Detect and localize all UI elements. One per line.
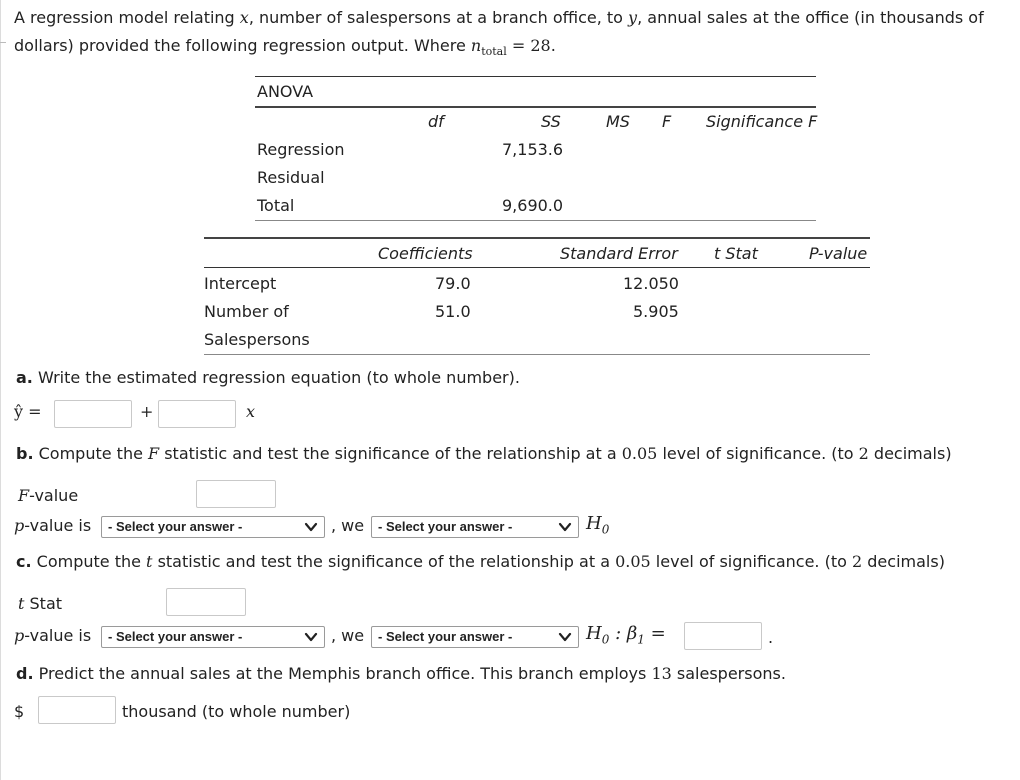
x-variable: x — [239, 8, 249, 27]
t-stat-text: Stat — [24, 594, 63, 613]
p-value-text: -value is — [24, 626, 92, 645]
chevron-down-icon — [558, 630, 572, 644]
h0-subscript: 0 — [601, 522, 610, 537]
intro-line-2 — [14, 36, 556, 58]
intro-text: , number of salespersons at a branch office, to — [248, 8, 629, 27]
chevron-down-icon — [558, 520, 572, 534]
h0-subscript: 0 — [601, 632, 610, 647]
decision-select[interactable] — [371, 516, 579, 538]
anova-bottom-rule — [255, 220, 816, 221]
coef-bottom-rule — [204, 354, 870, 355]
chevron-down-icon — [304, 520, 318, 534]
anova-row-label: Residual — [257, 168, 325, 187]
anova-header-sigf: Significance F — [706, 112, 818, 131]
part-c-text: level of significance. (to — [650, 552, 852, 571]
part-c-text: Compute the — [31, 552, 147, 571]
anova-row-ss: 7,153.6 — [502, 140, 564, 159]
h0-beta-label — [586, 623, 666, 647]
alpha-value: 0.05 — [621, 444, 658, 463]
trailing-period: . — [768, 628, 774, 647]
slope-input[interactable] — [158, 400, 236, 428]
part-c-letter: c. — [16, 552, 32, 571]
anova-top-rule — [255, 76, 816, 77]
p-value-label — [14, 516, 91, 535]
t-stat-label — [18, 594, 62, 613]
p-value-select[interactable] — [101, 516, 325, 538]
f-value-text: -value — [29, 486, 79, 505]
part-a-text: Write the estimated regression equation (to whole number). — [32, 368, 520, 387]
coef-row-label: Number of — [204, 302, 289, 321]
anova-header-df: df — [428, 112, 444, 131]
left-marker — [0, 42, 6, 43]
part-d-question — [16, 664, 786, 683]
part-b-text: decimals) — [868, 444, 952, 463]
decimals-value: 2 — [858, 444, 869, 463]
we-text: , we — [331, 516, 365, 535]
anova-header-ms: MS — [606, 112, 630, 131]
n-value: = 28. — [506, 36, 556, 55]
part-c-text: statistic and test the significance of the relationship at a — [152, 552, 616, 571]
plus-sign: + — [140, 402, 154, 421]
n-symbol: n — [470, 36, 482, 55]
h-symbol: H — [586, 623, 602, 644]
y-hat-label: ŷ = — [14, 402, 42, 421]
coef-row-coefficient: 51.0 — [435, 302, 471, 321]
coef-header-rule — [204, 267, 870, 268]
select-placeholder: - Select your answer - — [108, 629, 243, 644]
p-symbol: p — [14, 626, 25, 645]
part-d-text: salespersons. — [671, 664, 786, 683]
coef-row-coefficient: 79.0 — [435, 274, 471, 293]
f-symbol: F — [148, 444, 160, 463]
f-value-label — [18, 486, 78, 505]
chevron-down-icon — [304, 630, 318, 644]
h0-label — [586, 513, 609, 537]
p-value-select-c[interactable] — [101, 626, 325, 648]
anova-row-label: Regression — [257, 140, 345, 159]
part-a-question — [16, 368, 520, 387]
part-c-text: decimals) — [862, 552, 945, 571]
anova-title: ANOVA — [257, 82, 314, 101]
alpha-value: 0.05 — [615, 552, 651, 571]
anova-row-label: Total — [257, 196, 295, 215]
coef-row-std-error: 5.905 — [633, 302, 679, 321]
select-placeholder: - Select your answer - — [108, 519, 243, 534]
x-symbol: x — [246, 402, 256, 421]
coef-header-p-value: P-value — [809, 244, 868, 263]
anova-header-f: F — [662, 112, 672, 131]
part-b-text: Compute the — [33, 444, 149, 463]
y-variable: y — [628, 8, 638, 27]
we-text: , we — [331, 626, 365, 645]
intro-text: , annual sales at the office (in thousands of — [637, 8, 984, 27]
t-symbol: t — [18, 594, 25, 613]
intro-line-1 — [14, 8, 984, 27]
part-b-letter: b. — [16, 444, 34, 463]
f-symbol: F — [18, 486, 30, 505]
t-stat-input[interactable] — [166, 588, 246, 616]
part-b-question — [16, 444, 952, 463]
coef-row-std-error: 12.050 — [623, 274, 679, 293]
part-c-question — [16, 552, 945, 571]
anova-header-rule — [255, 106, 816, 108]
salespersons-count: 13 — [651, 664, 672, 683]
coef-row-label-continued: Salespersons — [204, 330, 310, 349]
f-value-input[interactable] — [196, 480, 276, 508]
intro-text: dollars) provided the following regression output. Where — [14, 36, 471, 55]
n-subscript: total — [481, 45, 507, 59]
part-a-letter: a. — [16, 368, 33, 387]
t-symbol: t — [146, 552, 153, 571]
thousand-suffix: thousand (to whole number) — [122, 702, 351, 721]
intro-text: A regression model relating — [14, 8, 240, 27]
beta-subscript: 1 — [637, 632, 645, 647]
equals-sign: = — [644, 623, 666, 644]
anova-row-ss: 9,690.0 — [502, 196, 564, 215]
select-placeholder: - Select your answer - — [378, 629, 513, 644]
intercept-input[interactable] — [54, 400, 132, 428]
part-b-text: statistic and test the significance of the relationship at a — [159, 444, 622, 463]
coef-header-t-stat: t Stat — [714, 244, 758, 263]
select-placeholder: - Select your answer - — [378, 519, 513, 534]
p-symbol: p — [14, 516, 25, 535]
prediction-input[interactable] — [38, 696, 116, 724]
beta-value-input[interactable] — [684, 622, 762, 650]
dollar-sign: $ — [14, 702, 25, 721]
part-d-letter: d. — [16, 664, 34, 683]
decimals-value: 2 — [852, 552, 863, 571]
beta-symbol: : β — [609, 623, 638, 644]
coef-row-label: Intercept — [204, 274, 277, 293]
part-b-text: level of significance. (to — [657, 444, 859, 463]
coef-header-coefficients: Coefficients — [378, 244, 473, 263]
coef-header-std-error: Standard Error — [560, 244, 678, 263]
p-value-text: -value is — [24, 516, 92, 535]
coef-top-rule — [204, 237, 870, 239]
decision-select-c[interactable] — [371, 626, 579, 648]
p-value-label — [14, 626, 91, 645]
left-border — [0, 0, 1, 780]
anova-header-ss: SS — [541, 112, 561, 131]
h-symbol: H — [586, 513, 602, 534]
part-d-text: Predict the annual sales at the Memphis branch office. This branch employs — [33, 664, 652, 683]
